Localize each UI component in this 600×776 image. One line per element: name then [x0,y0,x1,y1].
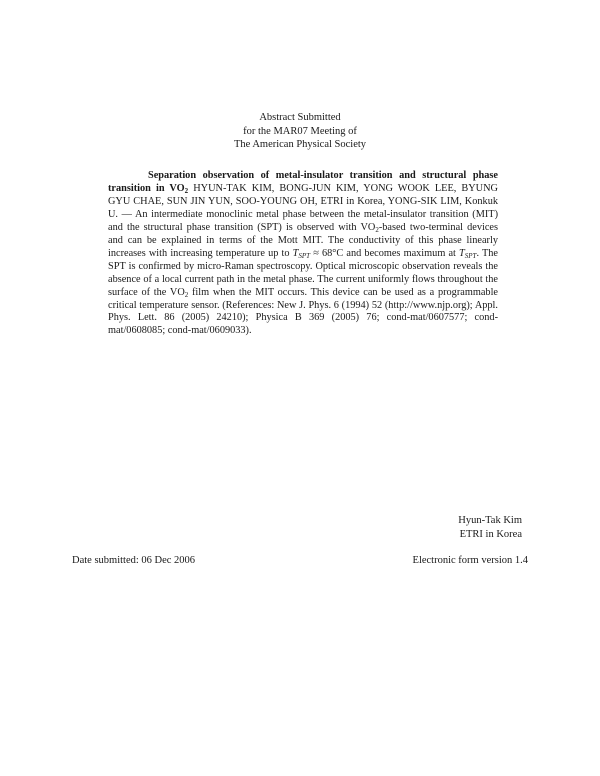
tspt-symbol-2 [459,248,476,259]
vo2-subscript-1: 2 [375,225,379,234]
abstract-text-approx: ≈ 68°C and becomes maximum at [310,247,460,259]
abstract-text-3: . The SPT is confirmed by micro-Raman spectroscopy. Optical microscopic observation reveals the absence of a local current path in the metal phase. The current uniformly flows throughout the surface of the VO [108,247,498,298]
tspt-letter-1: T [292,247,299,259]
signature-name: Hyun-Tak Kim [458,515,522,526]
tspt-letter-2: T [459,247,465,259]
tspt-symbol-1 [293,248,310,259]
abstract-text-1: An intermediate monoclinic metal phase between the metal-insulator transition (MIT) and the structural phase transition (SPT) is observed with VO [108,208,499,233]
date-submitted: Date submitted: 06 Dec 2006 [72,555,196,566]
header-line-meeting: for the MAR07 Meeting of [243,125,357,137]
header-line-society: The American Physical Society [233,139,367,151]
abstract-body [108,170,498,338]
form-version: Electronic form version 1.4 [412,555,528,566]
tspt-subscript-1: SPT [298,251,311,260]
abstract-text-4: film when the MIT occurs. This device can be used as a programmable critical temperature sensor. (References: New J. Phys. 6 (1994) 52 (http://www.njp.org); Appl. Phys. Lett. 86 (2005) 24210); Physica B 369 (2005) 76; cond-mat/0607577; cond-mat/0608085; cond-mat/0609033). [108,286,498,337]
submission-header [0,111,600,152]
vo2-subscript-2: 2 [184,290,189,299]
header-line-abstract: Abstract Submitted [259,112,341,123]
signature-block [458,514,522,542]
signature-affiliation: ETRI in Korea [459,529,522,540]
abstract-title-text: Separation observation of metal-insulator transition and structural phase transition in VO [108,170,498,194]
author-list: HYUN-TAK KIM, BONG-JUN KIM, YONG WOOK LEE, BYUNG GYU CHAE, SUN JIN YUN, SOO-YOUNG OH, ETRI in Korea, YONG-SIK LIM, Konkuk U. — [108,182,498,220]
abstract-text-2: -based two-terminal devices and can be explained in terms of the Mott MIT. The conductivity of this phase linearly increases with increasing temperature up to [108,221,498,259]
tspt-subscript-2: SPT [464,251,477,260]
abstract-title-subscript: 2 [184,186,189,195]
